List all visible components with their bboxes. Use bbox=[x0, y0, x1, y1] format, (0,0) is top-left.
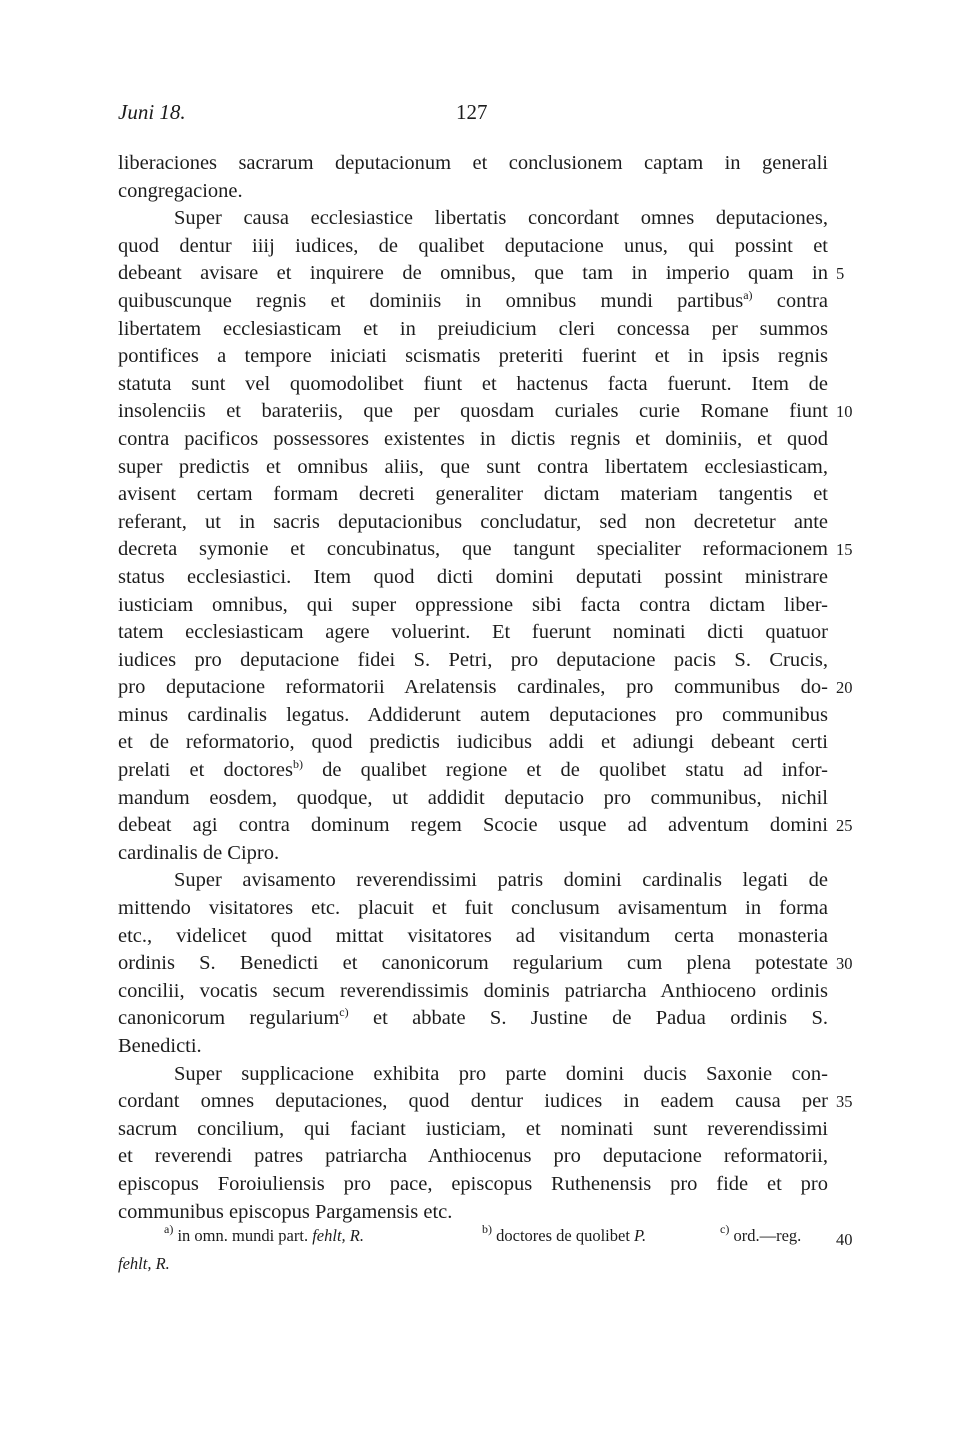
text-line: pro deputacione reformatorii Arelatensis cardinales, pro communibus do- bbox=[118, 676, 828, 699]
footnote-line bbox=[118, 1222, 828, 1250]
line-number: 40 bbox=[836, 1230, 853, 1249]
page-number: 127 bbox=[456, 100, 488, 124]
line-number: 15 bbox=[836, 540, 853, 560]
text-line: sacrum concilium, qui faciant iusticiam, et nominati sunt reverendissimi bbox=[118, 1117, 828, 1140]
footnotes bbox=[118, 1222, 828, 1278]
text-fragment: et abbate S. Justine de Padua ordinis S. bbox=[372, 1007, 829, 1030]
text-line: libertatem ecclesiasticam et in preiudicium cleri concessa per summos bbox=[118, 317, 828, 340]
paragraph-start-line: Super supplicacione exhibita pro parte domini ducis Saxonie con- bbox=[174, 1062, 828, 1085]
footnote-c bbox=[720, 1222, 801, 1250]
paragraph-start-line: Super avisamento reverendissimi patris domini cardinalis legati de bbox=[174, 869, 828, 892]
text-line: tatem ecclesiasticam agere voluerint. Et fuerunt nominati dicti quatuor bbox=[118, 621, 828, 644]
text-fragment: prelati et doctores bbox=[118, 759, 293, 782]
text-line: super predictis et omnibus aliis, que sunt contra libertatem ecclesiasticam, bbox=[118, 455, 828, 478]
text-line: ordinis S. Benedicti et canonicorum regularium cum plena potestate bbox=[118, 952, 828, 975]
line-number: 25 bbox=[836, 816, 853, 836]
text-line bbox=[118, 1005, 828, 1033]
paragraph-start-line: Super causa ecclesiastice libertatis concordant omnes deputaciones, bbox=[174, 207, 828, 230]
text-line: congregacione. bbox=[118, 179, 243, 202]
line-number: 20 bbox=[836, 678, 853, 698]
text-line: episcopus Foroiuliensis pro pace, episcopus Ruthenensis pro fide et pro bbox=[118, 1172, 828, 1195]
text-line: et de reformatorio, quod predictis iudicibus addi et adiungi debeant certi bbox=[118, 731, 828, 754]
text-line: liberaciones sacrarum deputacionum et conclusionem captam in generali bbox=[118, 152, 828, 174]
text-line: debeat agi contra dominum regem Scocie usque ad adventum domini bbox=[118, 814, 828, 837]
text-line: debeant avisare et inquirere de omnibus, que tam in imperio quam in bbox=[118, 262, 828, 285]
text-fragment: quibuscunque regnis et dominiis in omnibus mundi partibus bbox=[118, 289, 744, 312]
text-line: quod dentur iiij iudices, de qualibet deputacione unus, qui possint et bbox=[118, 234, 828, 257]
text-line: referant, ut in sacris deputacionibus concludatur, sed non decretetur ante bbox=[118, 510, 828, 533]
text-line bbox=[118, 757, 828, 785]
text-line: contra pacificos possessores existentes in dictis regnis et dominiis, et quod bbox=[118, 427, 828, 450]
running-title: Juni 18. bbox=[118, 100, 186, 124]
text-line: cardinalis de Cipro. bbox=[118, 841, 280, 864]
footnote-a-text: in omn. mundi part. bbox=[177, 1226, 309, 1245]
text-line: statuta sunt vel quomodolibet fiunt et hactenus facta fuerunt. Item de bbox=[118, 372, 828, 395]
footnote-b bbox=[482, 1222, 646, 1250]
line-number: 35 bbox=[836, 1092, 853, 1112]
text-line: status ecclesiastici. Item quod dicti domini deputati possint ministrare bbox=[118, 565, 828, 588]
text-line: Benedicti. bbox=[118, 1035, 202, 1057]
text-line: iudices pro deputacione fidei S. Petri, pro deputacione pacis S. Crucis, bbox=[118, 648, 828, 671]
footnote-c-note: fehlt, R. bbox=[118, 1254, 170, 1273]
footnote-b-text: doctores de quolibet bbox=[496, 1226, 630, 1245]
footnote-line bbox=[118, 1250, 828, 1278]
line-number: 10 bbox=[836, 402, 853, 422]
footnote-marker-a: a) bbox=[743, 287, 753, 302]
text-line: decreta symonie et concubinatus, que tangunt specialiter reformacionem bbox=[118, 538, 828, 561]
footnote-a-note: fehlt, R. bbox=[312, 1226, 364, 1245]
text-fragment: canonicorum regularium bbox=[118, 1007, 340, 1030]
footnote-a-mark: a) bbox=[164, 1222, 174, 1236]
text-line: mittendo visitatores etc. placuit et fuit conclusum avisamentum in forma bbox=[118, 897, 828, 920]
footnote-a bbox=[164, 1222, 364, 1250]
text-line: concilii, vocatis secum reverendissimis dominis patriarcha Anthioceno ordinis bbox=[118, 979, 828, 1002]
text-fragment: de qualibet regione et de quolibet statu ad infor- bbox=[322, 759, 829, 782]
text-line: cordant omnes deputaciones, quod dentur iudices in eadem causa per bbox=[118, 1090, 828, 1113]
text-line bbox=[118, 288, 828, 316]
footnote-marker-b: b) bbox=[292, 757, 303, 772]
footnote-marker-c: c) bbox=[339, 1005, 349, 1020]
text-line: pontifices a tempore iniciati scismatis preteriti fuerint et in ipsis regnis bbox=[118, 345, 828, 368]
text-line: etc., videlicet quod mittat visitatores ad visitandum certa monasteria bbox=[118, 924, 828, 947]
text-line: insolenciis et barateriis, que per quosdam curiales curie Romane fiunt bbox=[118, 400, 828, 423]
text-line: minus cardinalis legatus. Addiderunt autem deputaciones pro communibus bbox=[118, 703, 828, 726]
footnote-b-note: P. bbox=[634, 1226, 647, 1245]
line-number: 30 bbox=[836, 954, 853, 974]
footnote-b-mark: b) bbox=[482, 1222, 492, 1236]
body-text bbox=[118, 150, 828, 1226]
page-header bbox=[118, 100, 828, 132]
text-line: et reverendi patres patriarcha Anthiocenus pro deputacione reformatorii, bbox=[118, 1145, 828, 1168]
text-line: avisent certam formam decreti generaliter dictam materiam tangentis et bbox=[118, 483, 828, 506]
line-number: 5 bbox=[836, 264, 845, 284]
text-line: iusticiam omnibus, qui super oppressione sibi facta contra dictam liber- bbox=[118, 593, 828, 616]
footnote-c-mark: c) bbox=[720, 1222, 730, 1236]
text-line: communibus episcopus Pargamensis etc. bbox=[118, 1200, 453, 1223]
text-line: mandum eosdem, quodque, ut addidit deputacio pro communibus, nichil bbox=[118, 786, 828, 809]
text-fragment: contra bbox=[776, 289, 829, 312]
footnote-c-text: ord.—reg. bbox=[733, 1226, 802, 1245]
